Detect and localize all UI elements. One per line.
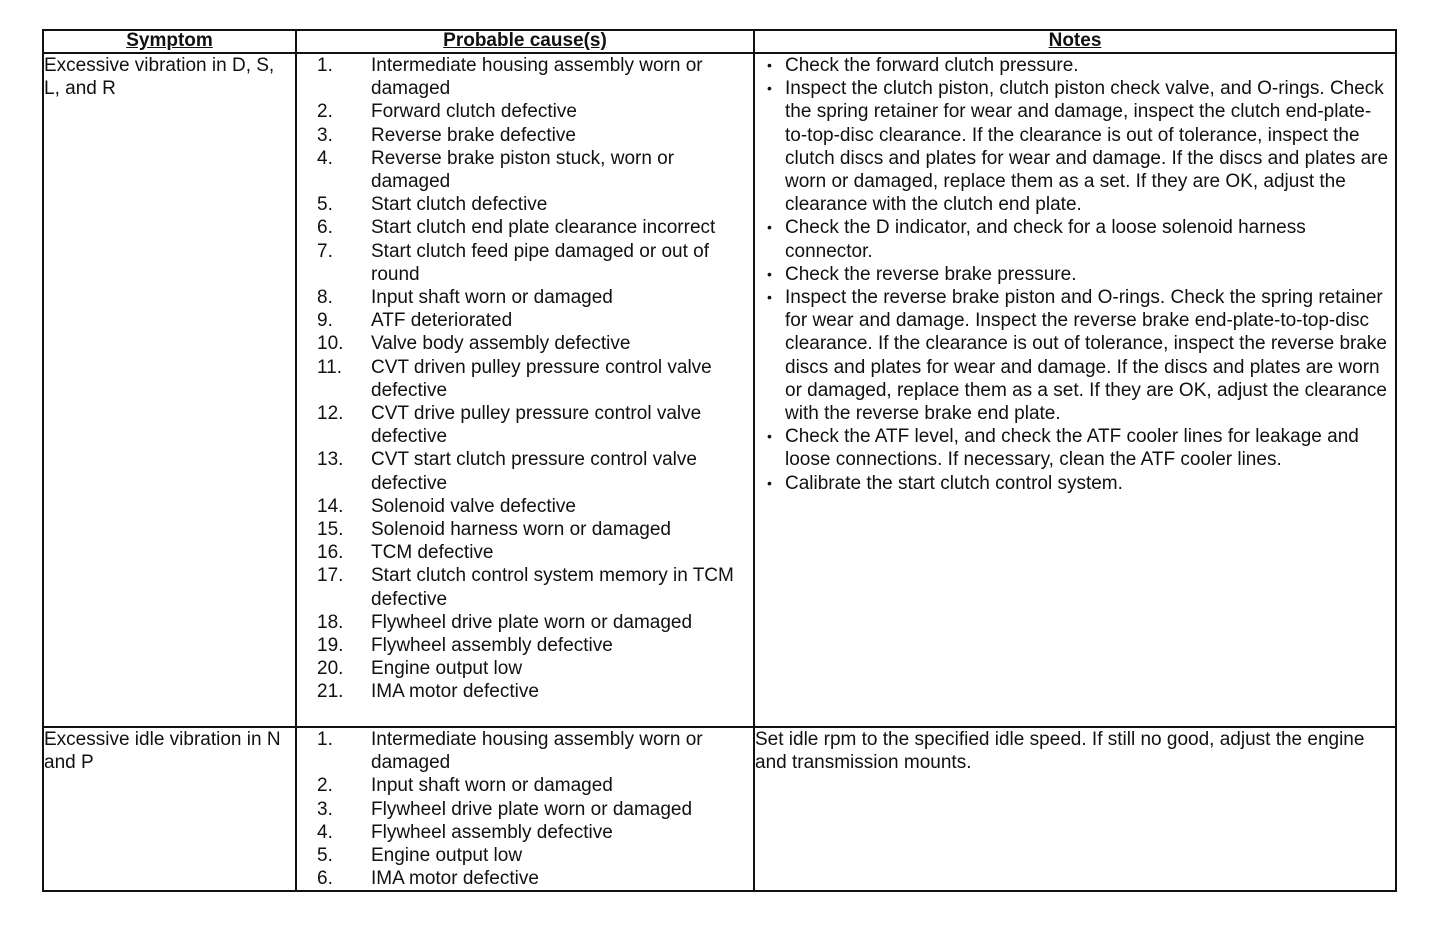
bullet-icon: • — [767, 474, 772, 491]
cause-text: Solenoid harness worn or damaged — [371, 519, 671, 541]
note-item — [767, 216, 1389, 262]
cause-text: Engine output low — [371, 845, 523, 867]
table-row — [43, 727, 1396, 891]
cause-item — [297, 402, 753, 448]
bullet-icon: • — [767, 80, 772, 97]
cause-item — [297, 728, 753, 774]
cause-number: 4. — [317, 821, 333, 843]
cause-text: Engine output low — [371, 658, 523, 680]
cause-item — [297, 541, 753, 564]
cause-number: 1. — [317, 55, 333, 76]
cause-item — [297, 100, 753, 123]
cause-text: Reverse brake piston stuck, worn or damaged — [371, 147, 675, 193]
notes-cell: Set idle rpm to the specified idle speed. If still no good, adjust the engine and transmission mounts. — [754, 727, 1396, 891]
cause-text: CVT start clutch pressure control valve defective — [371, 449, 697, 494]
cause-item — [297, 774, 753, 797]
cause-text: Solenoid valve defective — [371, 495, 576, 517]
cause-text: Intermediate housing assembly worn or damaged — [371, 729, 703, 774]
cause-item — [297, 867, 753, 890]
cause-number: 11. — [317, 356, 343, 378]
note-item — [767, 263, 1389, 286]
cause-item — [297, 798, 753, 821]
cause-number: 9. — [317, 310, 333, 332]
cause-item — [297, 448, 753, 494]
note-text: Inspect the reverse brake piston and O-rings. Check the spring retainer for wear and damage. Inspect the reverse brake end-plate-to-top-disc clearance. If the clearance is out of tolerance, inspect the reverse brake discs and plates for wear and damage. If the discs and plates are worn or damaged, replace them as a set. If they are OK, adjust the clearance with the reverse brake end plate. — [785, 287, 1387, 425]
cause-item — [297, 124, 753, 147]
cause-item — [297, 193, 753, 216]
note-item — [767, 54, 1389, 77]
cause-text: Flywheel assembly defective — [371, 821, 613, 843]
bullet-icon: • — [767, 289, 772, 306]
bullet-icon: • — [767, 428, 772, 445]
cause-number: 14. — [317, 495, 344, 517]
bullet-icon: • — [767, 57, 772, 73]
notes-list — [755, 54, 1395, 495]
note-text: Check the forward clutch pressure. — [785, 55, 1079, 76]
troubleshooting-table — [42, 29, 1397, 892]
cause-text: ATF deteriorated — [371, 310, 513, 332]
symptom-cell: Excessive vibration in D, S, L, and R — [43, 53, 296, 727]
cause-text: Forward clutch defective — [371, 101, 577, 123]
causes-cell — [296, 727, 754, 891]
cause-number: 2. — [317, 775, 333, 797]
causes-list — [297, 54, 753, 704]
note-item — [767, 425, 1389, 471]
header-notes: Notes — [754, 30, 1396, 53]
cause-number: 12. — [317, 403, 344, 425]
cause-item — [297, 309, 753, 332]
cause-number: 3. — [317, 124, 333, 146]
cause-text: Start clutch control system memory in TCM defective — [371, 565, 734, 610]
cause-number: 19. — [317, 635, 344, 657]
note-text: Check the D indicator, and check for a loose solenoid harness connector. — [785, 217, 1306, 262]
cause-number: 3. — [317, 798, 333, 820]
cause-item — [297, 332, 753, 355]
cause-number: 5. — [317, 845, 333, 867]
note-text: Check the reverse brake pressure. — [785, 263, 1077, 285]
cause-number: 13. — [317, 449, 344, 471]
cause-text: IMA motor defective — [371, 681, 539, 703]
header-probable-causes: Probable cause(s) — [296, 30, 754, 53]
table-row — [43, 53, 1396, 727]
note-text: Check the ATF level, and check the ATF cooler lines for leakage and loose connections. If necessary, clean the ATF cooler lines. — [785, 426, 1359, 471]
cause-number: 20. — [317, 658, 344, 680]
cause-text: Flywheel drive plate worn or damaged — [371, 798, 693, 820]
note-text: Calibrate the start clutch control system. — [785, 472, 1123, 494]
cause-number: 16. — [317, 542, 344, 564]
cause-item — [297, 240, 753, 286]
cause-number: 17. — [317, 565, 344, 587]
cause-text: CVT driven pulley pressure control valve defective — [371, 356, 712, 401]
cause-item — [297, 518, 753, 541]
bullet-icon: • — [767, 265, 772, 282]
cause-item — [297, 657, 753, 680]
cause-item — [297, 286, 753, 309]
bullet-icon: • — [767, 219, 772, 236]
cause-text: Flywheel assembly defective — [371, 635, 613, 657]
cause-text: Valve body assembly defective — [371, 333, 631, 355]
cause-text: IMA motor defective — [371, 868, 539, 890]
cause-text: Flywheel drive plate worn or damaged — [371, 611, 693, 633]
cause-text: Input shaft worn or damaged — [371, 775, 613, 797]
cause-item — [297, 634, 753, 657]
causes-list — [297, 728, 753, 890]
causes-cell — [296, 53, 754, 727]
cause-text: Intermediate housing assembly worn or damaged — [371, 55, 703, 100]
cause-item — [297, 54, 753, 100]
cause-text: Start clutch end plate clearance incorrect — [371, 217, 716, 239]
cause-number: 10. — [317, 333, 344, 355]
cause-text: CVT drive pulley pressure control valve defective — [371, 403, 702, 448]
cause-number: 5. — [317, 194, 333, 216]
header-symptom: Symptom — [43, 30, 296, 53]
cause-item — [297, 356, 753, 402]
cause-item — [297, 147, 753, 193]
cause-item — [297, 821, 753, 844]
notes-cell — [754, 53, 1396, 727]
cause-number: 4. — [317, 147, 333, 169]
note-text: Inspect the clutch piston, clutch piston check valve, and O-rings. Check the spring retainer for wear and damage, inspect the clutch end-plate-to-top-disc clearance. If the clearance is out of tolerance, inspect the clutch discs and plates for wear and damage. If the discs and plates are worn or damaged, replace them as a set. If they are OK, adjust the clearance with the clutch end plate. — [785, 78, 1389, 216]
cause-text: Reverse brake defective — [371, 124, 576, 146]
cause-number: 15. — [317, 519, 344, 541]
cause-item — [297, 216, 753, 239]
cause-text: TCM defective — [371, 542, 494, 564]
cause-number: 2. — [317, 101, 333, 123]
cause-item — [297, 680, 753, 703]
cause-text: Start clutch feed pipe damaged or out of round — [371, 240, 709, 285]
cause-item — [297, 495, 753, 518]
cause-number: 1. — [317, 729, 333, 750]
symptom-cell: Excessive idle vibration in N and P — [43, 727, 296, 891]
cause-item — [297, 844, 753, 867]
cause-item — [297, 564, 753, 610]
cause-item — [297, 611, 753, 634]
note-item — [767, 286, 1389, 425]
cause-number: 7. — [317, 240, 333, 262]
cause-text: Input shaft worn or damaged — [371, 287, 613, 309]
note-item — [767, 77, 1389, 216]
header-row — [43, 30, 1396, 53]
cause-number: 6. — [317, 217, 333, 239]
cause-text: Start clutch defective — [371, 194, 548, 216]
cause-number: 8. — [317, 287, 333, 309]
note-item — [767, 472, 1389, 495]
cause-number: 18. — [317, 611, 344, 633]
cause-number: 6. — [317, 868, 333, 890]
cause-number: 21. — [317, 681, 344, 703]
